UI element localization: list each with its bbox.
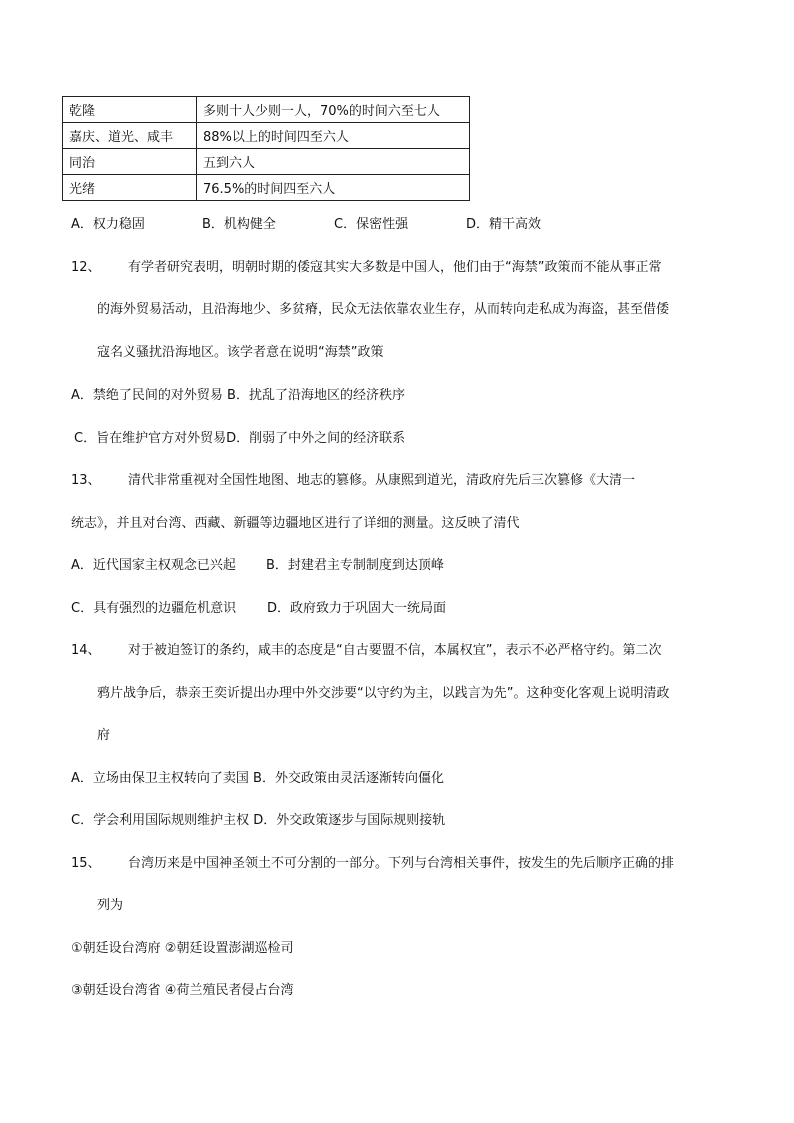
q15-number: 15、 — [71, 856, 101, 871]
q13-number: 13、 — [71, 473, 101, 488]
q12-stem-line1: 有学者研究表明，明朝时期的倭寇其实大多数是中国人，他们由于“海禁”政策而不能从事正常 — [128, 260, 662, 275]
table-cell-desc: 76.5%的时间四至六人 — [197, 175, 470, 201]
table-cell-period: 嘉庆、道光、咸丰 — [63, 123, 197, 149]
table-row — [63, 97, 470, 123]
table-row — [63, 123, 470, 149]
official-count-table — [62, 96, 470, 201]
q11-option-c: C．保密性强 — [334, 217, 409, 232]
q13-option-b: B．封建君主专制制度到达顶峰 — [266, 558, 444, 573]
q12-options-ab: A．禁绝了民间的对外贸易 B．扰乱了沿海地区的经济秩序 — [71, 388, 405, 403]
q12-stem-line2: 的海外贸易活动，且沿海地少、多贫瘠，民众无法依靠农业生存，从而转向走私成为海盗，甚至借倭 — [97, 302, 670, 317]
q14-options-cd: C．学会利用国际规则维护主权 D．外交政策逐步与国际规则接轨 — [71, 813, 446, 828]
q15-stem-line1: 台湾历来是中国神圣领土不可分割的一部分。下列与台湾相关事件，按发生的先后顺序正确的排 — [128, 856, 675, 871]
q13-stem-line2: 统志》，并且对台湾、西藏、新疆等边疆地区进行了详细的测量。这反映了清代 — [71, 516, 520, 531]
table-cell-desc: 88%以上的时间四至六人 — [197, 123, 470, 149]
q11-option-a: A．权力稳固 — [71, 217, 145, 232]
q13-option-d: D．政府致力于巩固大一统局面 — [267, 601, 447, 616]
q14-options-ab: A．立场由保卫主权转向了卖国 B．外交政策由灵活逐渐转向僵化 — [71, 771, 444, 786]
q14-stem-line1: 对于被迫签订的条约，咸丰的态度是“自古要盟不信，本属权宜”，表示不必严格守约。第二次 — [128, 643, 662, 658]
q11-option-d: D．精干高效 — [466, 217, 542, 232]
q12-options-cd: C．旨在维护官方对外贸易D．削弱了中外之间的经济联系 — [74, 431, 406, 446]
table-row — [63, 175, 470, 201]
table-cell-desc: 五到六人 — [197, 149, 470, 175]
table-cell-period: 光绪 — [63, 175, 197, 201]
q15-stem-line2: 列为 — [97, 898, 124, 913]
q14-number: 14、 — [71, 643, 101, 658]
q11-option-b: B．机构健全 — [202, 217, 276, 232]
q13-stem-line1: 清代非常重视对全国性地图、地志的篡修。从康熙到道光，清政府先后三次篡修《大清一 — [128, 473, 636, 488]
q15-items-1-2: ①朝廷设台湾府 ②朝廷设置澎湖巡检司 — [71, 941, 294, 956]
q12-number: 12、 — [71, 260, 101, 275]
table-cell-period: 同治 — [63, 149, 197, 175]
q12-stem-line3: 寇名义骚扰沿海地区。该学者意在说明“海禁”政策 — [97, 345, 384, 360]
table-row — [63, 149, 470, 175]
table-cell-desc: 多则十人少则一人，70%的时间六至七人 — [197, 97, 470, 123]
q15-items-3-4: ③朝廷设台湾省 ④荷兰殖民者侵占台湾 — [71, 983, 294, 998]
q13-option-c: C．具有强烈的边疆危机意识 — [71, 601, 237, 616]
q13-option-a: A．近代国家主权观念已兴起 — [71, 558, 236, 573]
q14-stem-line3: 府 — [97, 728, 111, 743]
table-cell-period: 乾隆 — [63, 97, 197, 123]
q14-stem-line2: 鸦片战争后，恭亲王奕䜣提出办理中外交涉要“以守约为主，以践言为先”。这种变化客观上说明清政 — [97, 686, 670, 701]
